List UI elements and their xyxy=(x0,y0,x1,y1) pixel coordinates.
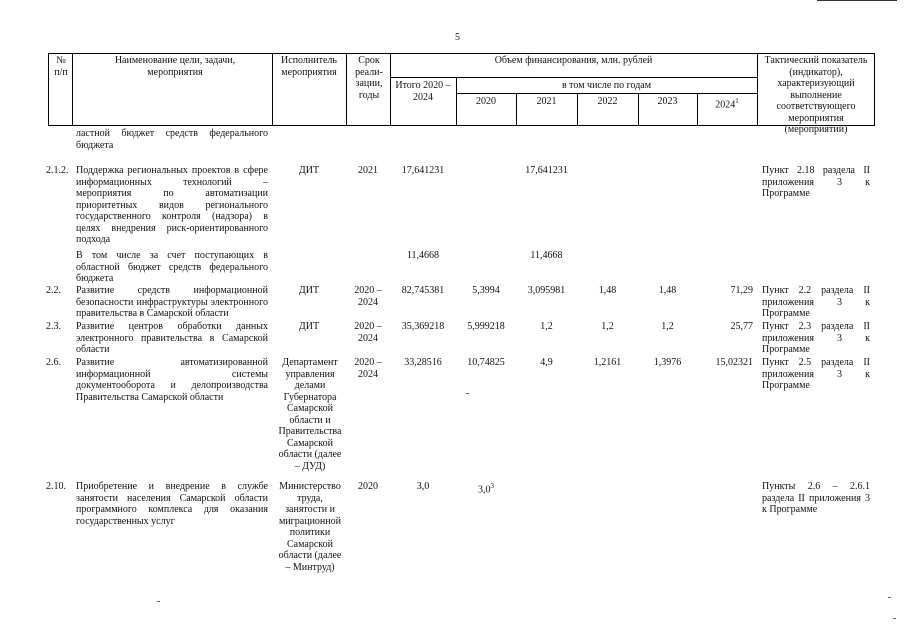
row-2-6-name: Развитие автоматизированной информационной системы документооборота и делопроизводства Правительства Самарской области xyxy=(76,357,268,403)
header-top-border xyxy=(48,53,875,54)
row-2-3-number: 2.3. xyxy=(46,321,61,332)
years-subheader-line xyxy=(456,93,757,94)
row-2-2-total: 82,745381 xyxy=(401,285,445,296)
header-border-3 xyxy=(346,53,347,125)
row-2-6-executor: Департамент управления делами Губернатора Самарской области и Правительства Самарской области (далее – ДУД) xyxy=(278,357,342,472)
row-2-2-2023: 1,48 xyxy=(658,285,677,296)
header-executor: Исполнитель мероприятия xyxy=(281,55,337,78)
row-2-6-2023: 1,3976 xyxy=(653,357,682,368)
header-total: Итого 2020 – 2024 xyxy=(395,80,451,103)
page-number: 5 xyxy=(455,32,460,43)
row-2-1-2-federal-name: В том числе за счет поступающих в областной бюджет средств федерального бюджета xyxy=(76,250,268,284)
footnote-mark: 3 xyxy=(490,482,494,490)
row-2-10-number: 2.10. xyxy=(46,481,66,492)
scan-speck xyxy=(888,597,891,598)
footnote-mark: 1 xyxy=(735,97,739,105)
header-border-right xyxy=(874,53,875,125)
header-year-2020: 2020 xyxy=(476,96,496,107)
row-2-2-2024: 71,29 xyxy=(730,285,753,296)
row-2-3-name: Развитие центров обработки данных электронного правительства в Самарской области xyxy=(76,321,268,355)
header-border-2 xyxy=(272,53,273,125)
row-2-3-2022: 1,2 xyxy=(601,321,614,332)
year-2024-text: 2024 xyxy=(715,99,736,111)
row-2-1-2-federal-total: 11,4668 xyxy=(406,250,440,261)
row-2-2-term: 2020 – 2024 xyxy=(354,285,382,308)
row-2-3-indicator: Пункт 2.3 раздела II приложения 3 к Программе xyxy=(762,321,870,355)
header-bottom-border xyxy=(48,125,875,126)
row-2-2-2020: 5,3994 xyxy=(472,285,500,296)
header-year-2024 xyxy=(699,96,755,111)
row-2-10-indicator: Пункты 2.6 – 2.6.1 раздела II приложения 3 к Программе xyxy=(762,481,870,515)
row-2-1-2-indicator: Пункт 2.18 раздела II приложения 3 к Программе xyxy=(762,165,870,199)
row-2-6-indicator: Пункт 2.5 раздела II приложения 3 к Программе xyxy=(762,357,870,391)
row-2-3-term: 2020 – 2024 xyxy=(354,321,382,344)
row-2-10-executor: Министерство труда, занятости и миграционной политики Самарской области (далее – Минтруд) xyxy=(278,481,342,573)
row-2-6-total: 33,28516 xyxy=(404,357,442,368)
header-indicator: Тактический показатель (индикатор), характеризующий выполнение соответствующего мероприятия (мероприятий) xyxy=(764,55,868,135)
row-2-1-2-federal-2021: 11,4668 xyxy=(530,250,563,261)
header-border-1 xyxy=(72,53,73,125)
header-term: Срок реали-зации, годы xyxy=(355,55,383,101)
header-year-2023: 2023 xyxy=(657,96,678,107)
row-2-1-2-number: 2.1.2. xyxy=(46,165,69,176)
row-2-1-2-name: Поддержка региональных проектов в сфере информационных технологий – мероприятия по автоматизации приоритетных видов регионального государственного контроля (надзора) в целях внедрения риск-ориентированного подхода xyxy=(76,165,268,245)
row-2-10-term: 2020 xyxy=(358,481,378,492)
row-2-10-2020 xyxy=(456,481,516,496)
header-year-2022: 2022 xyxy=(597,96,618,107)
row-2-1-2-2021: 17,641231 xyxy=(525,165,568,176)
row-2-3-2023: 1,2 xyxy=(661,321,674,332)
row-2-2-2021: 3,095981 xyxy=(527,285,566,296)
header-border-8 xyxy=(638,93,639,125)
header-border-4 xyxy=(390,53,391,125)
row-2-10-total: 3,0 xyxy=(416,481,430,492)
continuation-text: ластной бюджет средств федерального бюджета xyxy=(76,128,268,151)
header-border-left xyxy=(48,53,49,125)
row-2-2-2022: 1,48 xyxy=(598,285,617,296)
row-2-3-2024: 25,77 xyxy=(730,321,753,332)
header-border-5 xyxy=(456,77,457,125)
row-2-2-executor: ДИТ xyxy=(298,285,320,296)
scan-speck xyxy=(893,618,896,619)
row-2-6-number: 2.6. xyxy=(46,357,61,368)
row-2-10-2020-value: 3,0 xyxy=(478,484,491,496)
row-2-2-number: 2.2. xyxy=(46,285,61,296)
header-name: Наименование цели, задачи, мероприятия xyxy=(114,55,236,78)
row-2-2-name: Развитие средств информационной безопасности инфраструктуры электронного правительства в Самарской области xyxy=(76,285,268,319)
row-2-10-name: Приобретение и внедрение в службе занятости населения Самарской области программного комплекса для оказания государственных услуг xyxy=(76,481,268,527)
scan-speck xyxy=(466,393,469,394)
row-2-1-2-executor: ДИТ xyxy=(298,165,320,176)
row-2-6-2024: 15,02321 xyxy=(715,357,753,368)
finance-subheader-line xyxy=(390,77,757,78)
row-2-3-2021: 1,2 xyxy=(540,321,553,332)
row-2-6-2020: 10,74825 xyxy=(467,357,505,368)
row-2-3-total: 35,369218 xyxy=(401,321,445,332)
row-2-6-2022: 1,2161 xyxy=(593,357,622,368)
row-2-1-2-total: 17,641231 xyxy=(401,165,445,176)
scan-speck xyxy=(157,601,160,602)
corner-line xyxy=(817,0,897,1)
row-2-3-2020: 5,999218 xyxy=(467,321,505,332)
row-2-3-executor: ДИТ xyxy=(298,321,320,332)
header-finance: Объем финансирования, млн. рублей xyxy=(494,55,653,66)
row-2-1-2-term: 2021 xyxy=(358,165,378,176)
header-by-year: в том числе по годам xyxy=(561,80,652,91)
row-2-2-indicator: Пункт 2.2 раздела II приложения 3 к Программе xyxy=(762,285,870,319)
header-border-9 xyxy=(697,93,698,125)
row-2-6-2021: 4,9 xyxy=(540,357,553,368)
header-border-7 xyxy=(577,93,578,125)
header-number: № п/п xyxy=(54,55,68,78)
header-border-6 xyxy=(516,93,517,125)
header-year-2021: 2021 xyxy=(536,96,557,107)
row-2-6-term: 2020 – 2024 xyxy=(354,357,382,380)
header-border-10 xyxy=(757,53,758,125)
